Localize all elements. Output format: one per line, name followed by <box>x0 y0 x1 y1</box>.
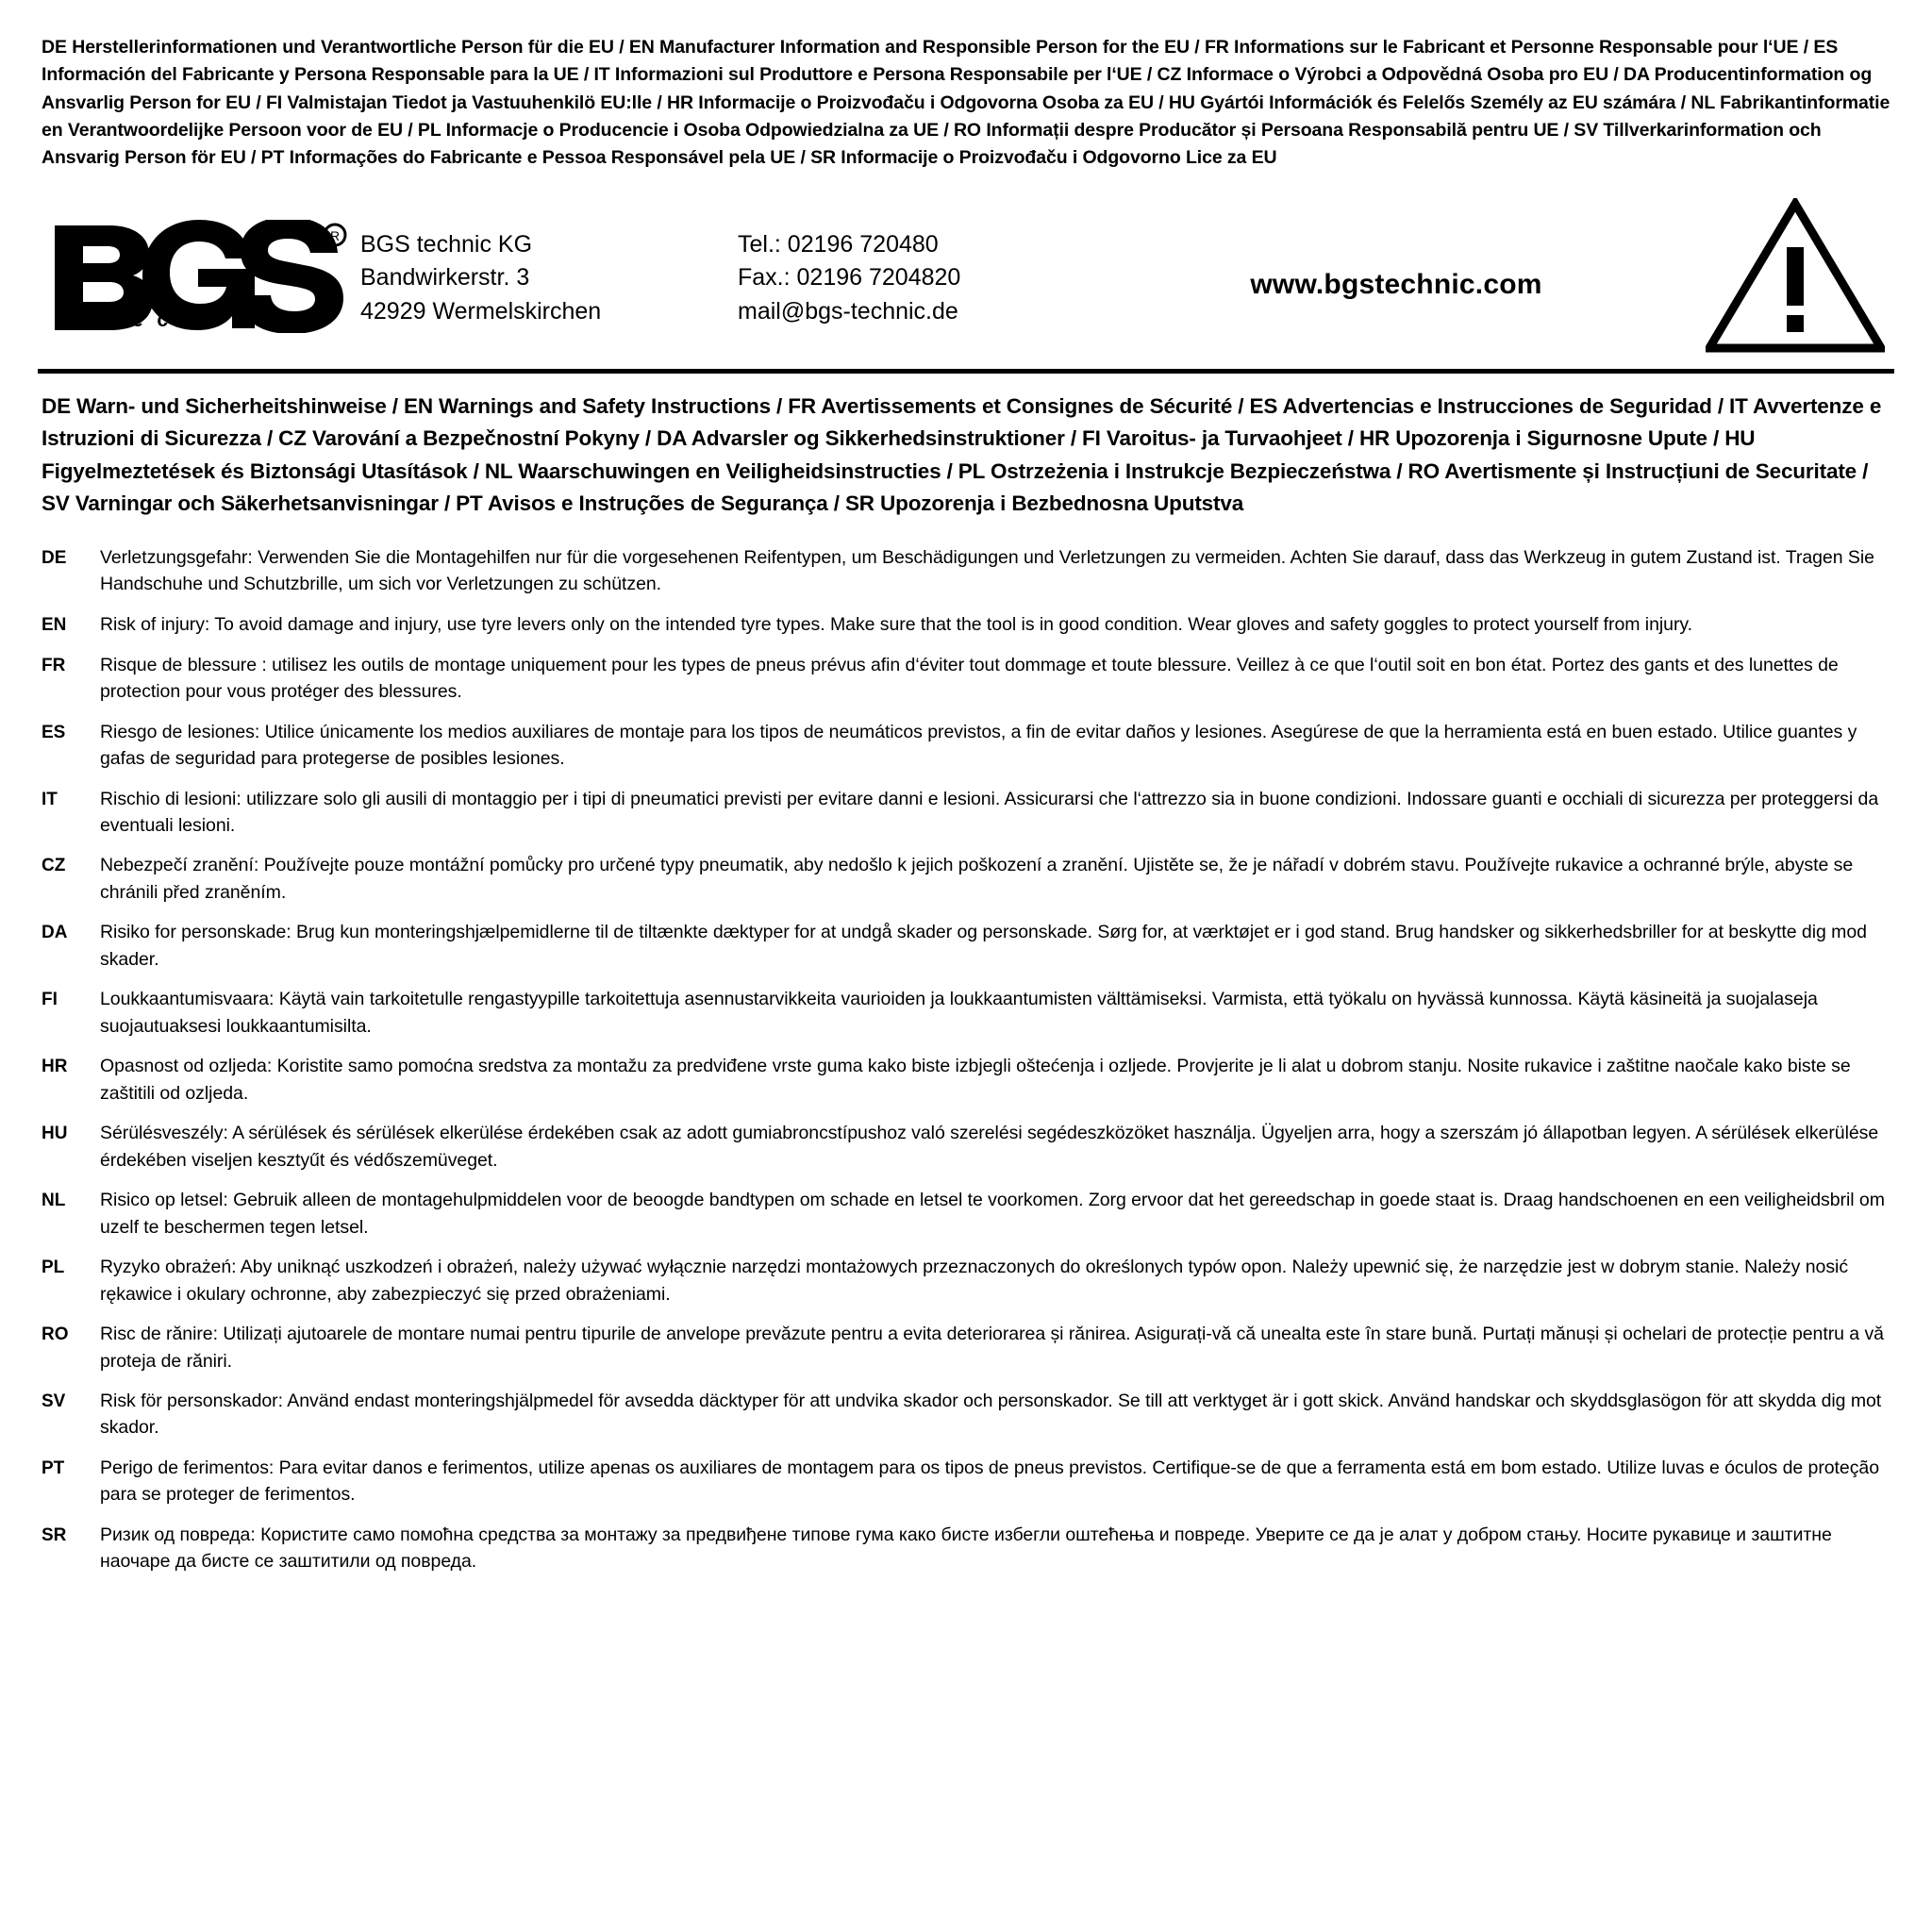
list-item <box>42 1187 1890 1241</box>
company-fax: Fax.: 02196 7204820 <box>738 264 961 291</box>
company-street: Bandwirkerstr. 3 <box>360 264 530 291</box>
language-code: EN <box>42 614 67 635</box>
language-text: Rischio di lesioni: utilizzare solo gli ausili di montaggio per i tipi di pneumatici previsti per evitare danni e lesioni. Assicurarsi che l‘attrezzo sia in buone condizioni. Indossare guanti e occhiali di sicurezza per proteggersi da eventuali lesioni. <box>100 788 1879 837</box>
language-code: SR <box>42 1524 67 1545</box>
company-city: 42929 Wermelskirchen <box>360 297 602 325</box>
language-text: Perigo de ferimentos: Para evitar danos e ferimentos, utilize apenas os auxiliares de montagem para os tipos de pneus previstos. Certifique-se de que a ferramenta está em bom estado. Utilize luvas e óculos de proteção para se proteger de ferimentos. <box>100 1457 1880 1506</box>
list-item <box>42 719 1890 773</box>
language-text: Sérülésveszély: A sérülések és sérülések elkerülése érdekében csak az adott gumiabroncstípushoz való szerelési segédeszközöket használja. Ügyeljen arra, hogy a szerszám jó állapotban legyen. A sérülések elkerülése érdekében viseljen kesztyűt és védőszemüveget. <box>100 1123 1879 1171</box>
language-code: NL <box>42 1191 66 1211</box>
language-text: Risiko for personskade: Brug kun monteringshjælpemidlerne til de tiltænkte dæktyper for at undgå skader og personskade. Sørg for, at værktøjet er i god stand. Brug handsker og sikkerhedsbriller for at beskytte dig mod skader. <box>100 922 1867 970</box>
language-code: FI <box>42 990 58 1010</box>
language-text: Risk för personskador: Använd endast monteringshjälpmedel för avsedda däcktyper för att undvika skador och personskador. Se till att verktyget är i gott skick. Använd handskar och skyddsglasögon för att skydda dig mot skador. <box>100 1390 1882 1439</box>
language-code: PT <box>42 1457 65 1478</box>
list-item <box>42 919 1890 973</box>
company-telephone: Tel.: 02196 720480 <box>738 230 939 258</box>
warnings-safety-title: DE Warn- und Sicherheitshinweise / EN Warnings and Safety Instructions / FR Avertissements et Consignes de Sécurité / ES Advertencias e Instrucciones de Seguridad / IT Avvertenze e Istruzioni di Sicurezza / CZ Varování a Bezpečnostní Pokyny / DA Advarsler og Sikkerhedsinstruktioner / FI Varoitus- ja Turvaohjeet / HR Upozorenja i Sigurnosne Upute / HU Figyelmeztetések és Biztonsági Utasítások / NL Waarschuwingen en Veiligheidsinstructies / PL Ostrzeżenia i Instrukcje Bezpieczeństwa / RO Avertismente și Instrucțiuni de Securitate / SV Varningar och Säkerhetsanvisningar / PT Avisos e Instruções de Segurança / SR Upozorenja i Bezbednosna Uputstva <box>42 394 1882 515</box>
list-item <box>42 1120 1890 1174</box>
language-text: Riesgo de lesiones: Utilice únicamente los medios auxiliares de montaje para los tipos de neumáticos previstos, a fin de evitar daños y lesiones. Asegúrese de que la herramienta está en buen estado. Utilice guantes y gafas de seguridad para protegerse de posibles lesiones. <box>100 721 1857 770</box>
svg-text:R: R <box>329 227 341 243</box>
company-contact-block <box>38 192 1894 374</box>
language-code: RO <box>42 1324 69 1345</box>
language-code: DE <box>42 548 67 568</box>
language-text: Risk of injury: To avoid damage and injury, use tyre levers only on the intended tyre types. Make sure that the tool is in good condition. Wear gloves and safety goggles to protect yourself from injury. <box>100 613 1693 635</box>
list-item <box>42 786 1890 840</box>
bgs-logo <box>42 220 360 333</box>
language-code: CZ <box>42 856 66 876</box>
language-code: IT <box>42 789 58 809</box>
language-text: Risque de blessure : utilisez les outils de montage uniquement pour les types de pneus prévus afin d‘éviter tout dommage et toute blessure. Veillez à ce que l‘outil soit en bon état. Portez des gants et des lunettes de protection pour vous protéger des blessures. <box>100 654 1839 703</box>
language-text: Verletzungsgefahr: Verwenden Sie die Montagehilfen nur für die vorgesehenen Reifentypen, um Beschädigungen und Verletzungen zu vermeiden. Achten Sie darauf, dass das Werkzeug in gutem Zustand ist. Tragen Sie Handschuhe und Schutzbrille, um sich vor Verletzungen zu schützen. <box>100 547 1874 595</box>
safety-instructions-list <box>38 544 1894 1575</box>
list-item <box>42 1522 1890 1575</box>
language-text: Loukkaantumisvaara: Käytä vain tarkoitetulle rengastyypille tarkoitettuja asennustarvikkeita vaurioiden ja loukkaantumisten välttämiseksi. Varmista, että työkalu on hyvässä kunnossa. Käytä käsineitä ja suojalaseja suojautuaksesi loukkaantumisilta. <box>100 989 1818 1037</box>
company-website[interactable]: www.bgstechnic.com <box>1250 268 1542 300</box>
company-name: BGS technic KG <box>360 230 533 258</box>
language-code: HU <box>42 1124 68 1144</box>
language-code: DA <box>42 923 68 943</box>
list-item <box>42 1321 1890 1374</box>
language-text: Risico op letsel: Gebruik alleen de montagehulpmiddelen voor de beoogde bandtypen om schade en letsel te voorkomen. Zorg ervoor dat het gereedschap in goede staat is. Draag handschoenen en een veiligheidsbril om uzelf te beschermen tegen letsel. <box>100 1190 1885 1238</box>
language-code: SV <box>42 1391 66 1411</box>
language-code: PL <box>42 1257 65 1278</box>
language-text: Ryzyko obrażeń: Aby uniknąć uszkodzeń i obrażeń, należy używać wyłącznie narzędzi montażowych przeznaczonych do określonych typów opon. Należy upewnić się, że narzędzie jest w dobrym stanie. Należy nosić rękawice i okulary ochronne, aby zabezpieczyć się przed obrażeniami. <box>100 1257 1849 1305</box>
list-item <box>42 986 1890 1040</box>
list-item <box>42 652 1890 706</box>
manufacturer-information-header: DE Herstellerinformationen und Verantwortliche Person für die EU / EN Manufacturer Information and Responsible Person for the EU / FR Informations sur le Fabricant et Personne Responsable pour l‘UE / ES Información del Fabricante y Persona Responsable para la UE / IT Informazioni sul Produttore e Persona Responsabile per l‘UE / CZ Informace o Výrobci a Odpovědná Osoba pro EU / DA Producentinformation og Ansvarlig Person for EU / FI Valmistajan Tiedot ja Vastuuhenkilö EU:lle / HR Informacije o Proizvođaču i Odgovorna Osoba za EU / HU Gyártói Információk és Felelős Személy az EU számára / NL Fabrikantinformatie en Verantwoordelijke Persoon voor de EU / PL Informacje o Producencie i Osoba Odpowiedzialna za UE / RO Informații despre Producător și Persoana Responsabilă pentru UE / SV Tillverkarinformation och Ansvarig Person för EU / PT Informações do Fabricante e Pessoa Responsável pela UE / SR Informacije o Proizvođaču i Odgovorno Lice za EU <box>42 37 1890 168</box>
company-email[interactable]: mail@bgs-technic.de <box>738 297 958 325</box>
language-text: Ризик од повреда: Користите само помоћна средства за монтажу за предвиђене типове гума како бисте избегли оштећења и повреде. Уверите се да је алат у добром стању. Носите рукавице и заштитне наочаре да бисте се заштитили од повреда. <box>100 1524 1832 1573</box>
language-text: Nebezpečí zranění: Používejte pouze montážní pomůcky pro určené typy pneumatik, aby nedošlo k jejich poškození a zranění. Ujistěte se, že je nářadí v dobrém stavu. Používejte rukavice a ochranné brýle, abyste se chránili před zraněním. <box>100 855 1854 903</box>
language-code: ES <box>42 722 66 742</box>
list-item <box>42 1388 1890 1441</box>
list-item <box>42 1053 1890 1107</box>
warning-triangle-icon <box>1696 198 1890 354</box>
svg-text:t e c h n i c: t e c h n i c <box>111 308 270 331</box>
list-item <box>42 544 1890 598</box>
language-code: HR <box>42 1057 68 1077</box>
language-text: Risc de rănire: Utilizați ajutoarele de montare numai pentru tipurile de anvelope prevăzute pentru a evita deteriorarea și rănirea. Asigurați-vă că unealta este în stare bună. Purtați mănuși și ochelari de protecție pentru a vă proteja de răniri. <box>100 1324 1884 1372</box>
list-item <box>42 611 1890 639</box>
company-address <box>360 225 738 329</box>
list-item <box>42 852 1890 906</box>
language-text: Opasnost od ozljeda: Koristite samo pomoćna sredstva za montažu za predviđene vrste guma kako biste izbjegli oštećenja i ozljede. Provjerite je li alat u dobrom stanju. Nosite rukavice i zaštitne naočale kako biste se zaštitili od ozljeda. <box>100 1056 1851 1104</box>
list-item <box>42 1455 1890 1508</box>
list-item <box>42 1254 1890 1307</box>
language-code: FR <box>42 655 66 675</box>
company-contact <box>738 225 1096 329</box>
